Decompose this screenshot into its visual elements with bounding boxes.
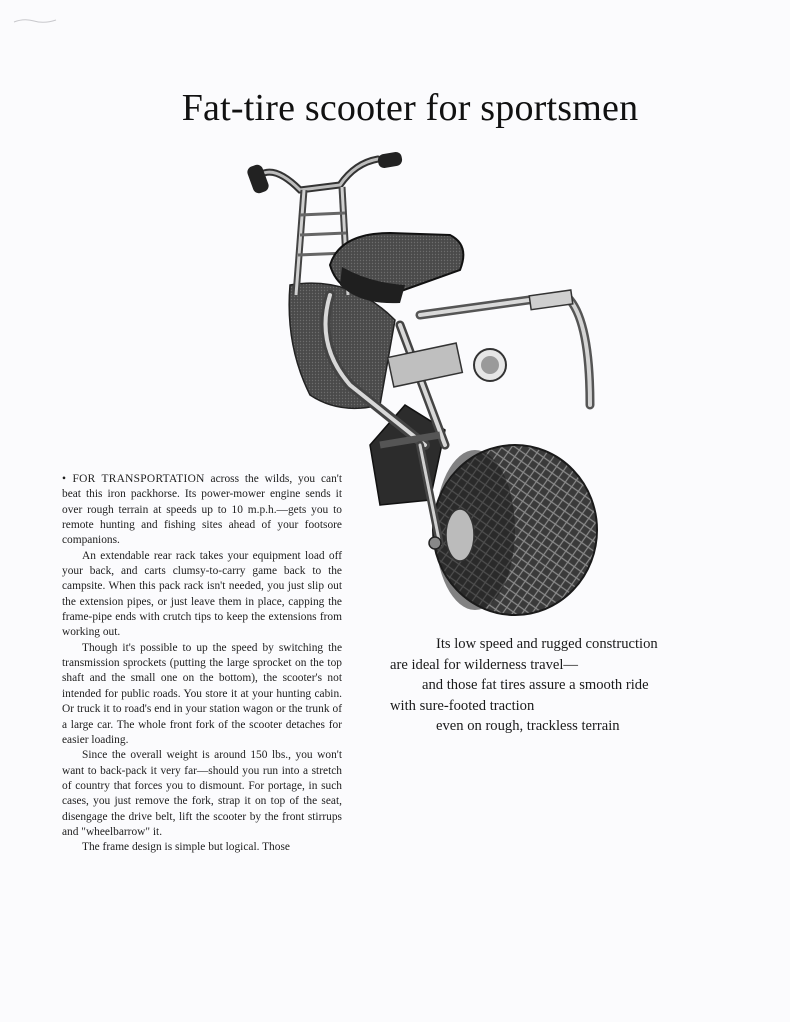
article-paragraph: Since the overall weight is around 150 lbs., you won't want to back-pack it very far—should you run into a stretch of country that forces you to dismount. For portage, in such cases, you just remove the fork, strap it on top of the seat, disengage the drive belt, lift the scooter by the front stirrups and "wheelbarrow" it.	[62, 749, 342, 838]
article-paragraph: The frame design is simple but logical. Those	[82, 841, 290, 854]
caption-line: with sure-footed traction	[390, 697, 535, 714]
caption-line: Its low speed and rugged construction	[436, 636, 658, 652]
caption-line: and those fat tires assure a smooth ride	[422, 677, 649, 694]
lead-in: • FOR TRANSPORTATION	[62, 473, 205, 485]
article-paragraph: Though it's possible to up the speed by switching the transmission sprockets (putting the large sprocket on the top shaft and the small one on the bottom), the scooter's not intended for public roads. You store it at your hunting cabin. Or truck it to road's end in your station wagon or the trunk of a large car. The whole front fork of the scooter detaches for easier loading.	[62, 641, 342, 746]
article-paragraph: • FOR TRANSPORTATION across the wilds, you can't beat this iron packhorse. Its power-mower engine sends it over rough terrain at speeds up to 10 m.p.h.—gets you to remote hunting and fishing sites ahead of your footsore companions.	[62, 473, 342, 547]
caption-line: are ideal for wilderness travel—	[390, 656, 579, 673]
caption-line: even on rough, trackless terrain	[436, 718, 620, 735]
article-body	[62, 472, 342, 856]
image-caption	[390, 634, 720, 737]
scan-smudge	[10, 12, 70, 32]
article-title: Fat-tire scooter for sportsmen	[181, 87, 639, 129]
article-paragraph: An extendable rear rack takes your equipment load off your back, and carts clumsy-to-carry game back to the campsite. When this pack rack isn't needed, you just slip out the extension pipes, or just leave them in place, capping the frame-pipe ends with crutch tips to keep the extensions from working out.	[62, 549, 342, 639]
